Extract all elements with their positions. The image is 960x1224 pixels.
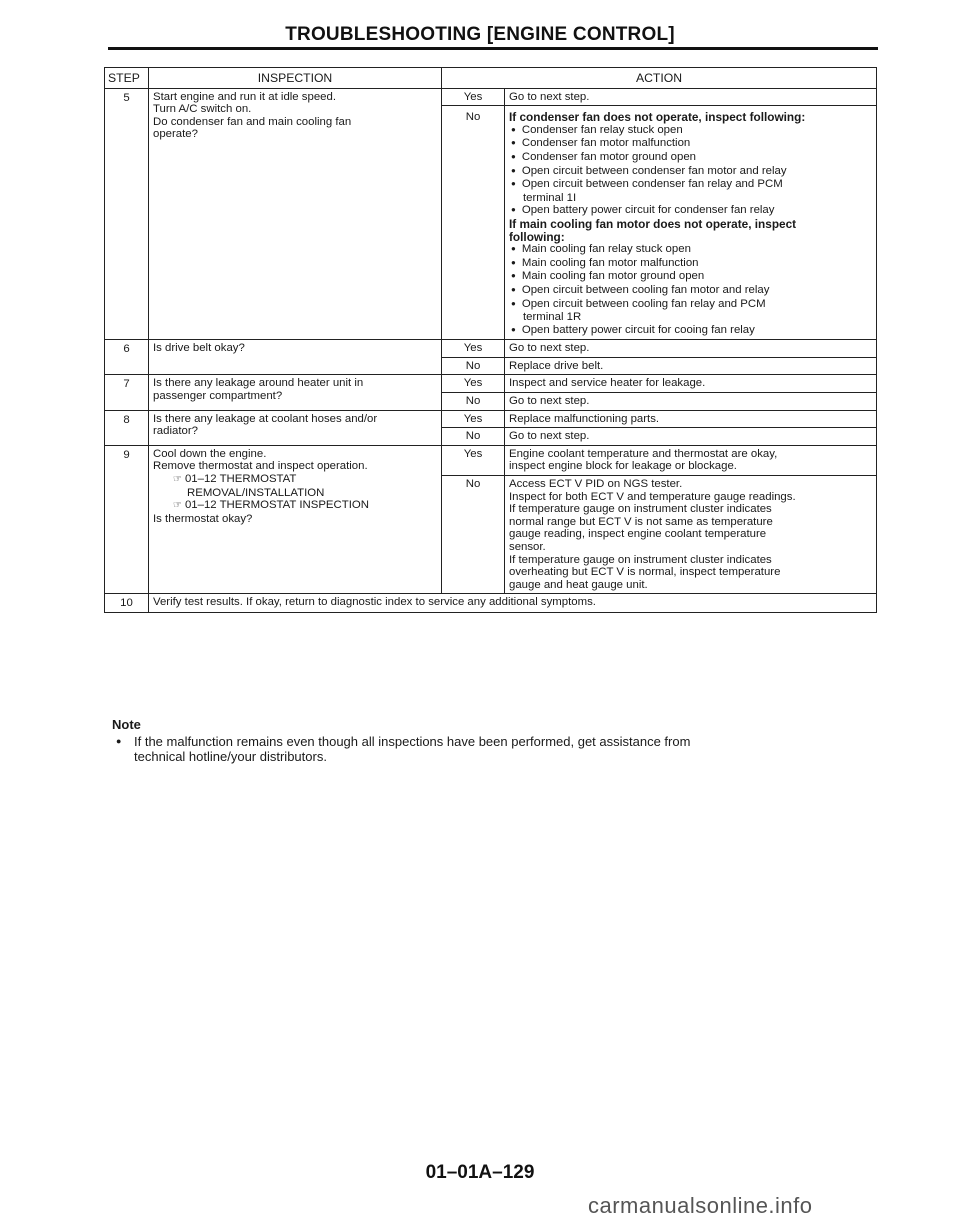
inspection-line: Do condenser fan and main cooling fan [153,115,352,128]
yes-label: Yes [442,410,505,428]
yes-label: Yes [442,445,505,475]
reference-text: REMOVAL/INSTALLATION [187,486,325,499]
yes-action: Go to next step. [505,88,877,106]
no-action [505,106,877,340]
action-line: overheating but ECT V is normal, inspect temperature [509,566,781,579]
action-heading: following: [509,229,565,244]
inspection-line: Remove thermostat and inspect operation. [153,460,368,473]
yes-label: Yes [442,340,505,358]
table-row [105,445,877,475]
bullet-icon: ● [116,736,122,746]
step-number: 7 [105,375,149,410]
step-number: 8 [105,410,149,445]
step-number: 5 [105,88,149,340]
table-row [105,594,877,613]
action-line: If temperature gauge on instrument cluster indicates [509,553,772,566]
action-line: gauge and heat gauge unit. [509,578,648,591]
reference-text: 01–12 THERMOSTAT INSPECTION [184,499,369,512]
step-number: 10 [105,594,149,613]
action-heading: If main cooling fan motor does not operate, inspect [509,216,797,231]
action-line: gauge reading, inspect engine coolant temperature [509,528,767,541]
inspection-line: Is there any leakage at coolant hoses and/or [153,412,378,425]
note-item [112,734,872,764]
inspection-cell [149,340,442,375]
inspection-line: Is there any leakage around heater unit in [153,377,364,390]
action-bullet: ● Main cooling fan relay stuck open [509,243,872,257]
step-number: 6 [105,340,149,375]
inspection-line: radiator? [153,425,198,438]
no-action: Go to next step. [505,428,877,446]
action-bullet: ● Open battery power circuit for condenser fan relay [509,204,872,218]
inspection-line: Turn A/C switch on. [153,103,252,116]
inspection-line: Cool down the engine. [153,447,267,460]
action-bullet: ● Condenser fan relay stuck open [509,124,872,138]
header-inspection: INSPECTION [149,68,442,89]
no-action [505,476,877,594]
yes-label: Yes [442,375,505,393]
action-bullet: ● Open circuit between condenser fan motor and relay [509,165,872,179]
yes-action: Replace malfunctioning parts. [505,410,877,428]
yes-action: Go to next step. [505,340,877,358]
reference-link [153,499,437,513]
troubleshooting-table [104,67,877,613]
inspection-line: Is thermostat okay? [153,512,253,525]
reference-link [153,473,437,487]
watermark: carmanualsonline.info [588,1193,813,1218]
no-action: Go to next step. [505,393,877,411]
yes-label: Yes [442,88,505,106]
note-line: If the malfunction remains even though all inspections have been performed, get assistance from [134,734,691,749]
title-rule [108,47,878,50]
inspection-line: operate? [153,128,198,141]
inspection-cell [149,88,442,340]
final-step-text: Verify test results. If okay, return to diagnostic index to service any additional symptoms. [149,594,877,613]
note-line: technical hotline/your distributors. [134,749,327,764]
yes-action: Inspect and service heater for leakage. [505,375,877,393]
action-bullet: ● Main cooling fan motor ground open [509,270,872,284]
page-title: TROUBLESHOOTING [ENGINE CONTROL] [285,24,675,45]
action-bullet: ● Open circuit between condenser fan relay and PCM [509,178,872,192]
action-line: sensor. [509,541,546,553]
no-label: No [442,428,505,446]
reference-arrow-icon: ☞ [173,500,182,512]
inspection-cell [149,375,442,410]
no-label: No [442,106,505,340]
no-label: No [442,357,505,375]
action-line: Inspect for both ECT V and temperature gauge readings. [509,490,796,503]
no-action: Replace drive belt. [505,357,877,375]
table-row [105,340,877,358]
action-bullet: ● Open circuit between cooling fan relay and PCM [509,298,872,312]
header-step: STEP [105,68,149,89]
note-title: Note [112,717,141,732]
action-line: Engine coolant temperature and thermostat are okay, [509,447,778,460]
inspection-cell [149,410,442,445]
action-line: If temperature gauge on instrument cluster indicates [509,503,772,516]
table-row [105,375,877,393]
action-line: inspect engine block for leakage or blockage. [509,460,737,473]
table-row [105,410,877,428]
action-continuation: terminal 1I [523,191,577,204]
inspection-line: Start engine and run it at idle speed. [153,90,337,103]
action-bullet: ● Main cooling fan motor malfunction [509,257,872,271]
table-row [105,88,877,106]
action-line: Access ECT V PID on NGS tester. [509,478,683,491]
action-bullet: ● Condenser fan motor malfunction [509,137,872,151]
page-number: 01–01A–129 [425,1162,535,1183]
yes-action [505,445,877,475]
action-bullet: ● Open circuit between cooling fan motor and relay [509,284,872,298]
reference-arrow-icon: ☞ [173,474,182,486]
action-line: normal range but ECT V is not same as temperature [509,515,773,528]
step-number: 9 [105,445,149,594]
action-bullet: ● Condenser fan motor ground open [509,151,872,165]
no-label: No [442,476,505,594]
inspection-cell [149,445,442,594]
header-action: ACTION [442,68,877,89]
no-label: No [442,393,505,411]
inspection-line: Is drive belt okay? [153,342,245,355]
action-bullet: ● Open battery power circuit for cooing fan relay [509,324,872,338]
action-continuation: terminal 1R [523,311,582,324]
table-header-row [105,68,877,89]
reference-text: 01–12 THERMOSTAT [184,473,297,486]
action-heading: If condenser fan does not operate, inspect following: [509,110,806,125]
inspection-line: passenger compartment? [153,390,283,403]
